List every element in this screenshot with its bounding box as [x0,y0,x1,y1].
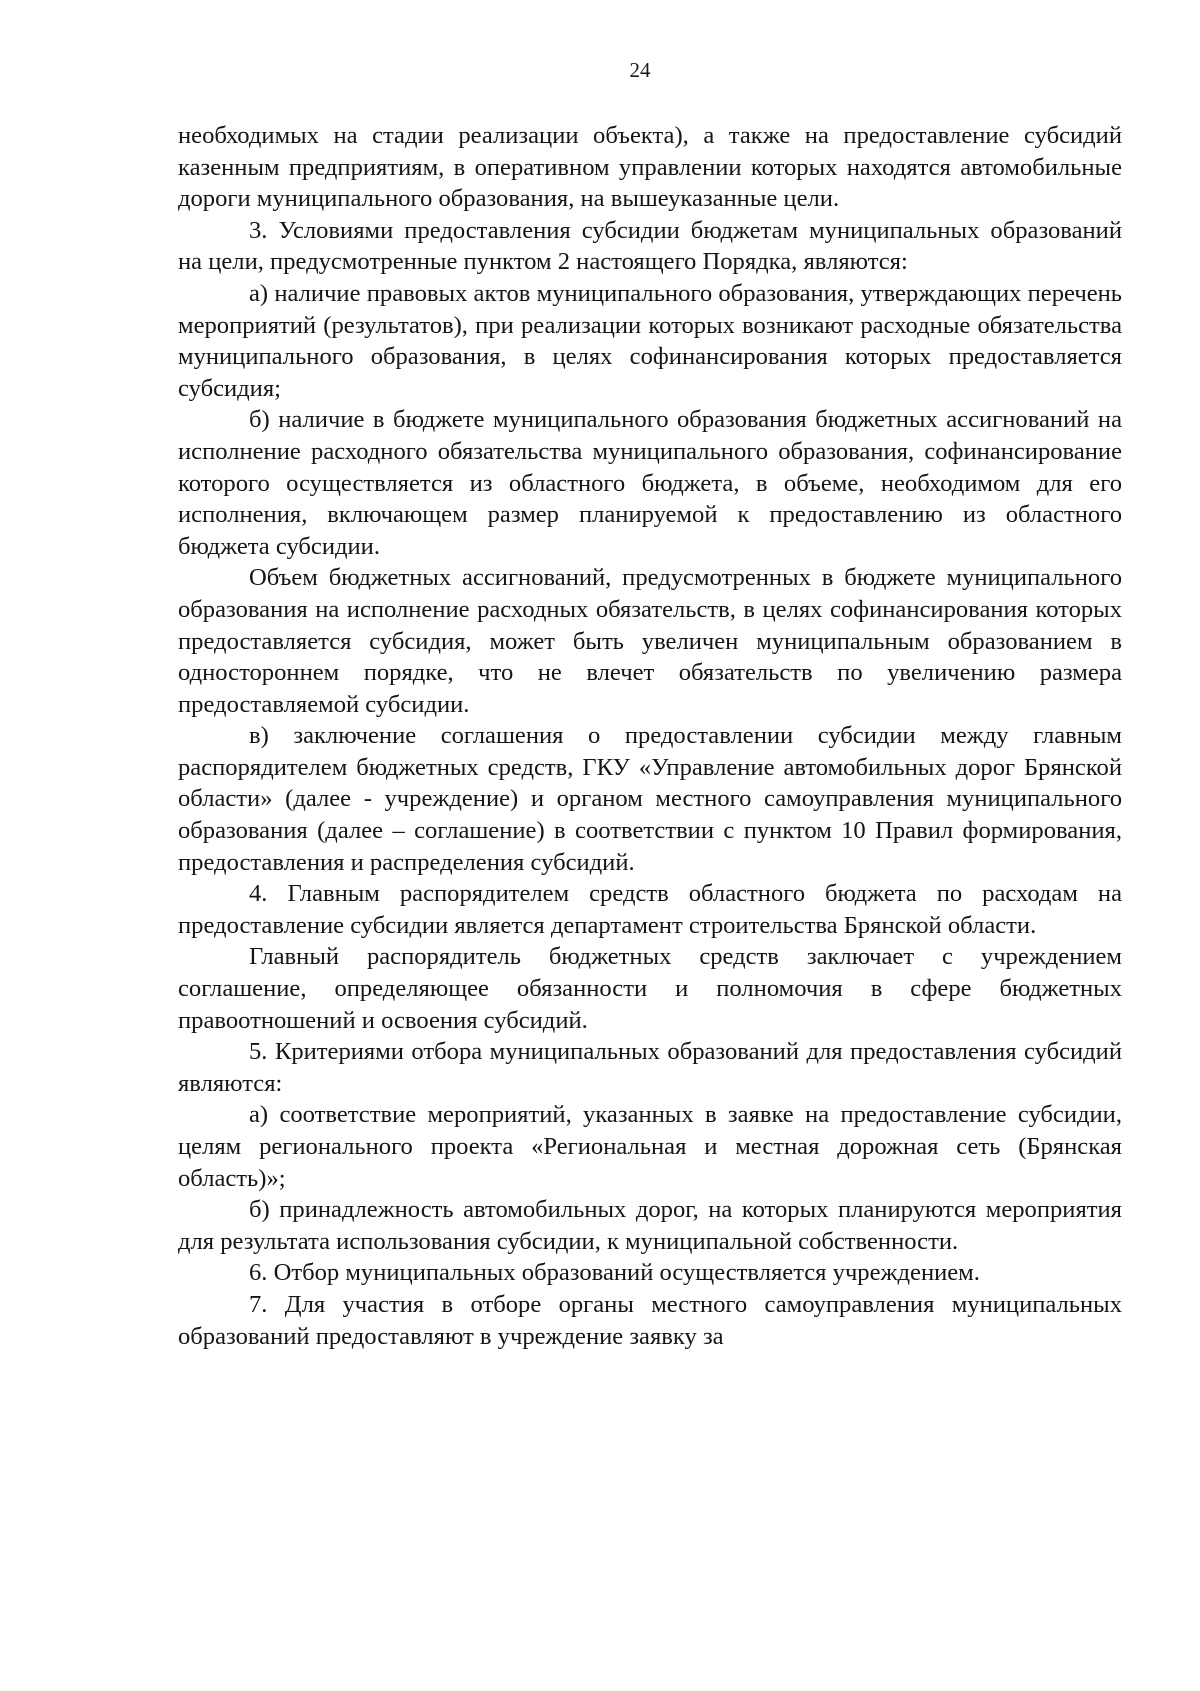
paragraph-clause-5: 5. Критериями отбора муниципальных образований для предоставления субсидий являются: [178,1038,1122,1097]
paragraph-main-administrator: Главный распорядитель бюджетных средств заключает с учреждением соглашение, определяющее обязанности и полномочия в сфере бюджетных правоотношений и освоения субсидий. [178,943,1122,1034]
paragraph-clause-6: 6. Отбор муниципальных образований осуществляется учреждением. [249,1259,980,1287]
paragraph-clause-3a: а) наличие правовых актов муниципального образования, утверждающих перечень мероприятий (результатов), при реализации которых возникают расходные обязательства муниципального образования, в целях софинансирования которых предоставляется субсидия; [178,279,1122,402]
document-body [178,120,1122,1352]
paragraph-clause-3: 3. Условиями предоставления субсидии бюджетам муниципальных образований на цели, предусмотренные пунктом 2 настоящего Порядка, являются: [178,216,1122,276]
paragraph-clause-3v: в) заключение соглашения о предоставлении субсидии между главным распорядителем бюджетных средств, ГКУ «Управление автомобильных дорог Брянской области» (далее - учреждение) и органом местного самоуправления муниципального образования (далее – соглашение) в соответствии с пунктом 10 Правил формирования, предоставления и распределения субсидий. [178,722,1122,876]
paragraph-clause-4: 4. Главным распорядителем средств областного бюджета по расходам на предоставление субсидии является департамент строительства Брянской области. [178,880,1122,939]
paragraph-budget-volume: Объем бюджетных ассигнований, предусмотренных в бюджете муниципального образования на исполнение расходных обязательств, в целях софинансирования которых предоставляется субсидия, может быть увеличен муниципальным образованием в одностороннем порядке, что не влечет обязательств по увеличению размера предоставляемой субсидии. [178,564,1122,718]
paragraph-clause-5a: а) соответствие мероприятий, указанных в заявке на предоставление субсидии, целям регионального проекта «Региональная и местная дорожная сеть (Брянская область)»; [178,1101,1122,1192]
paragraph-clause-7: 7. Для участия в отборе органы местного самоуправления муниципальных образований предоставляют в учреждение заявку за [178,1290,1122,1350]
paragraph-clause-5b: б) принадлежность автомобильных дорог, на которых планируются мероприятия для результата использования субсидии, к муниципальной собственности. [178,1196,1122,1255]
paragraph-continuation: необходимых на стадии реализации объекта), а также на предоставление субсидий казенным предприятиям, в оперативном управлении которых находятся автомобильные дороги муниципального образования, на вышеуказанные цели. [178,122,1122,213]
page-number: 24 [629,58,651,82]
paragraph-clause-3b: б) наличие в бюджете муниципального образования бюджетных ассигнований на исполнение расходного обязательства муниципального образования, софинансирование которого осуществляется из областного бюджета, в объеме, необходимом для его исполнения, включающем размер планируемой к предоставлению из областного бюджета субсидии. [178,406,1122,560]
